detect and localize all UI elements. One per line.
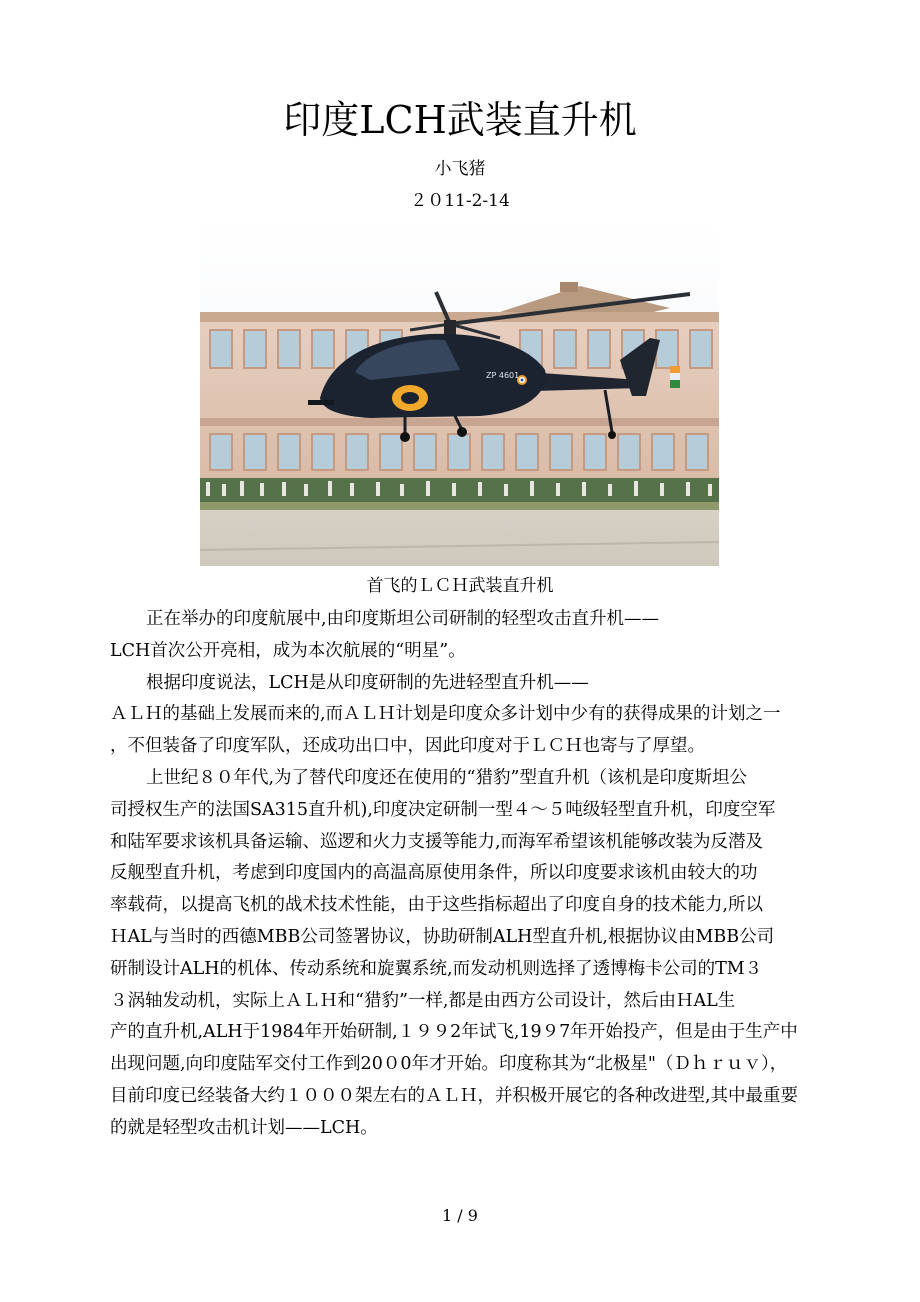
publish-date: ２０11-2-14 bbox=[410, 191, 510, 211]
tail-number: ZP 4601 bbox=[486, 371, 520, 380]
text-line: 正在举办的印度航展中,由印度斯坦公司研制的轻型攻击直升机—— bbox=[146, 609, 660, 629]
text-line: 反舰型直升机，考虑到印度国内的高温高原使用条件，所以印度要求该机由较大的功 bbox=[110, 863, 758, 884]
paragraph-2 bbox=[110, 668, 810, 763]
article-body bbox=[110, 604, 810, 1145]
text-line: 上世纪８０年代,为了替代印度还在使用的“猎豹”型直升机（该机是印度斯坦公 bbox=[146, 767, 747, 788]
text-line: LCH首次公开亮相，成为本次航展的“明星”。 bbox=[110, 640, 466, 661]
page-number: 1 / 9 bbox=[442, 1206, 478, 1225]
text-line: ，不但装备了印度军队，还成功出口中，因此印度对于ＬＣＨ也寄与了厚望。 bbox=[110, 736, 705, 757]
paragraph-1 bbox=[110, 604, 810, 668]
text-line: 出现问题,向印度陆军交付工作到20０0年才开始。印度称其为“北极星"（Ｄｈｒｕｖ）， bbox=[110, 1054, 788, 1075]
text-line: 目前印度已经装备大约１０００架左右的ＡＬＨ，并积极开展它的各种改进型,其中最重要 bbox=[110, 1085, 799, 1106]
figure-caption: 首飞的ＬＣＨ武装直升机 bbox=[366, 576, 554, 596]
text-line: 司授权生产的法国SA315直升机),印度决定研制一型４～５吨级轻型直升机，印度空军 bbox=[110, 799, 776, 820]
text-line: 研制设计ALH的机体、传动系统和旋翼系统,而发动机则选择了透博梅卡公司的TM３ bbox=[110, 958, 763, 979]
text-line: 的就是轻型攻击机计划——LCH。 bbox=[110, 1117, 378, 1138]
document-title: 印度LCH武装直升机 bbox=[283, 98, 637, 142]
text-line: ＡＬＨ的基础上发展而来的,而ＡＬＨ计划是印度众多计划中少有的获得成果的计划之一 bbox=[110, 704, 781, 725]
photo-illustration bbox=[200, 220, 719, 566]
text-line: 产的直升机,ALH于1984年开始研制,１９９2年试飞,19９7年开始投产，但是由于生产中 bbox=[110, 1022, 798, 1043]
text-line: 根据印度说法，LCH是从印度研制的先进轻型直升机—— bbox=[146, 672, 589, 693]
helicopter-photo bbox=[200, 220, 719, 566]
text-line: 率载荷，以提高飞机的战术技术性能，由于这些指标超出了印度自身的技术能力,所以 bbox=[110, 895, 764, 916]
text-line: ３涡轴发动机，实际上ＡＬＨ和“猎豹”一样,都是由西方公司设计，然后由ＨAL生 bbox=[110, 990, 736, 1011]
text-line: ＨAL与当时的西德MBB公司签署协议，协助研制ALH型直升机,根据协议由MBB公司 bbox=[110, 926, 775, 947]
paragraph-3 bbox=[110, 763, 810, 1145]
author-name: 小飞猪 bbox=[434, 159, 486, 179]
text-line: 和陆军要求该机具备运输、巡逻和火力支援等能力,而海军希望该机能够改装为反潜及 bbox=[110, 831, 764, 852]
